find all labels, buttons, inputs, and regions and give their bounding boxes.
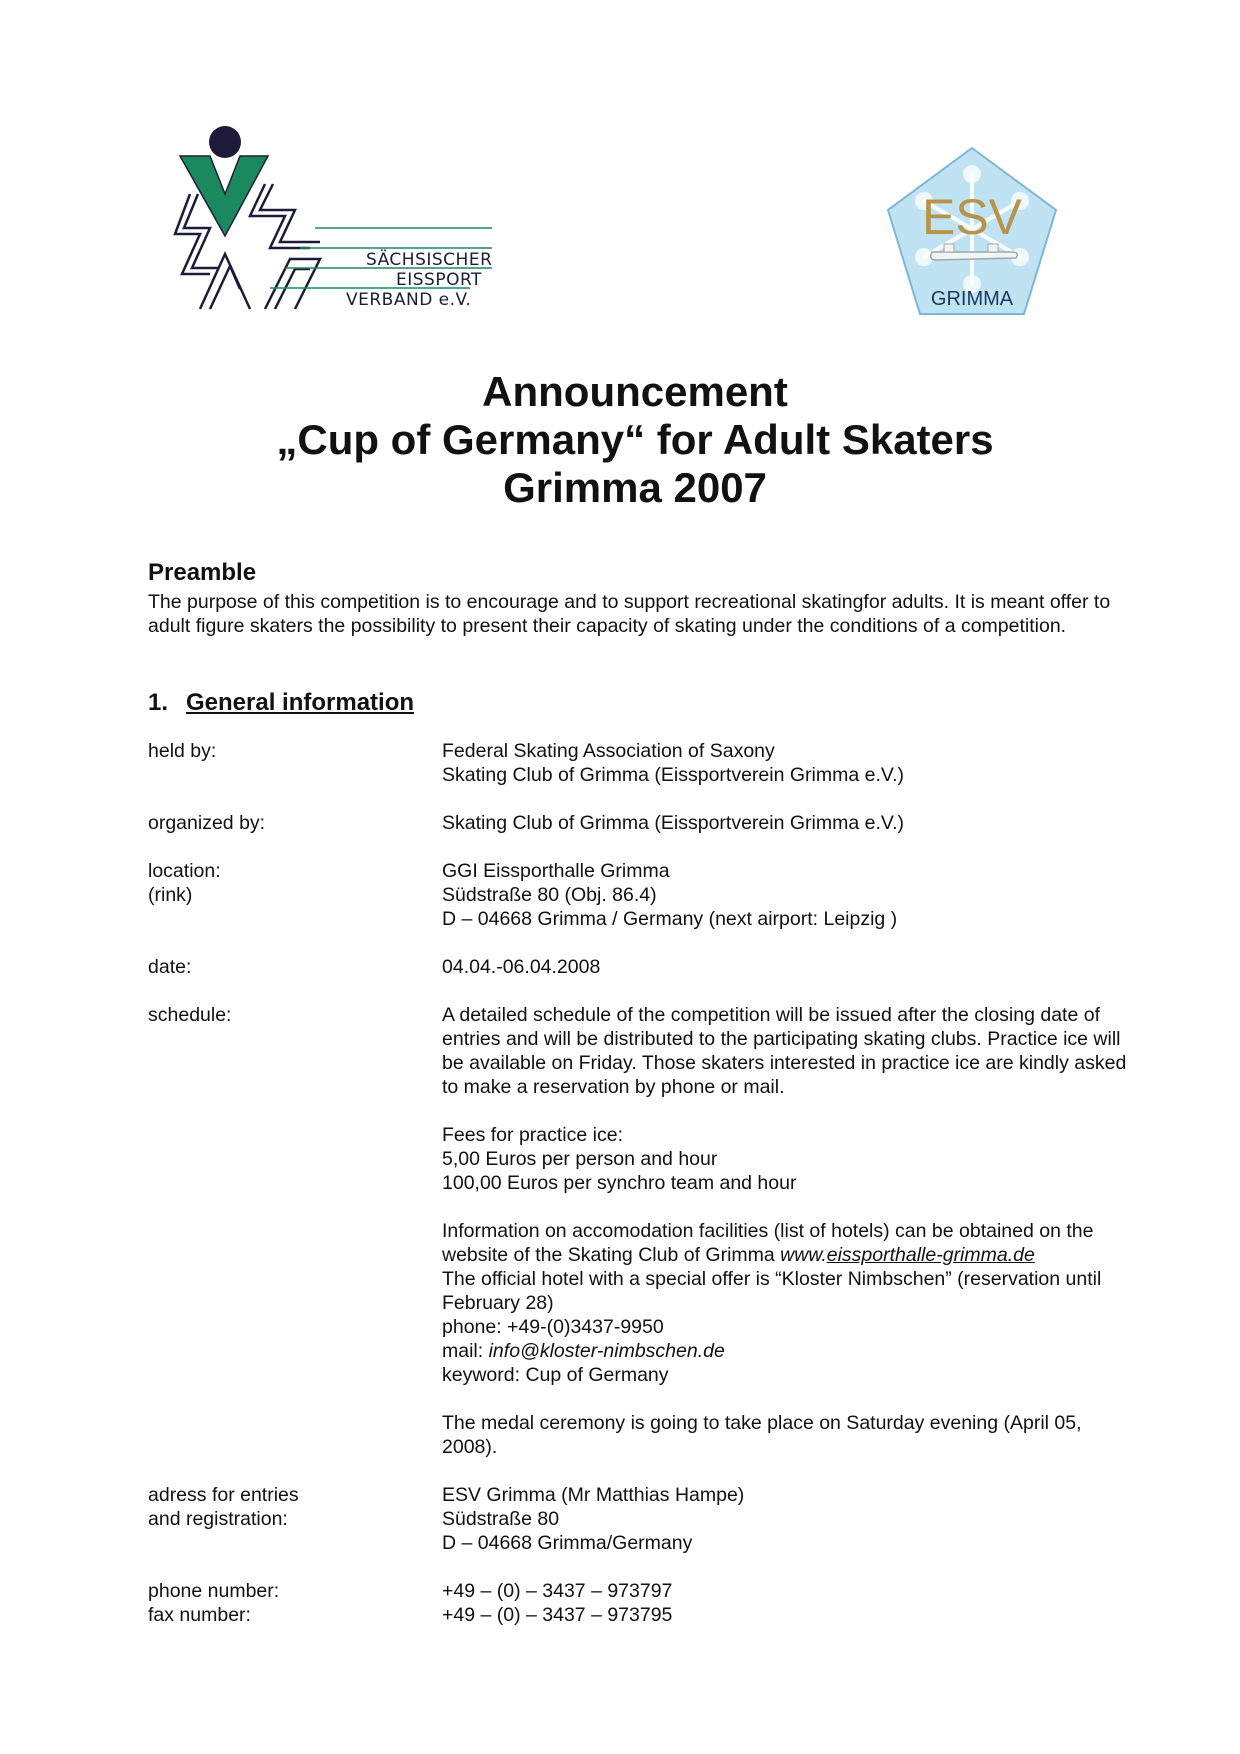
- accommodation-info: [442, 1219, 1128, 1387]
- practice-fees: [442, 1123, 1128, 1195]
- location-line-1: GGI Eissporthalle Grimma: [442, 860, 670, 882]
- held-by-line-1: Federal Skating Association of Saxony: [442, 740, 775, 762]
- title-line-3: Grimma 2007: [503, 464, 767, 511]
- club-website-link[interactable]: [780, 1244, 1035, 1266]
- fee-per-person: 5,00 Euros per person and hour: [442, 1148, 718, 1170]
- info-value: 04.04.-06.04.2008: [442, 956, 601, 978]
- info-row-organized-by: [148, 811, 1128, 835]
- info-row-address: [148, 1483, 1128, 1555]
- info-value: [442, 739, 1128, 787]
- website-domain: eissporthalle-grimma.de: [826, 1244, 1035, 1266]
- info-value: +49 – (0) – 3437 – 973795: [442, 1604, 673, 1626]
- info-label: phone number:: [148, 1580, 280, 1602]
- section-number: 1.: [148, 689, 169, 716]
- logo-grimma-text: GRIMMA: [930, 288, 1014, 310]
- logo-text-line-2: EISSPORT: [396, 270, 482, 290]
- general-information-list: [148, 739, 1128, 1627]
- info-row-fax: [148, 1603, 1128, 1627]
- info-label: organized by:: [148, 812, 266, 834]
- address-line-1: ESV Grimma (Mr Matthias Hampe): [442, 1484, 745, 1506]
- hotel-phone: phone: +49-(0)3437-9950: [442, 1316, 664, 1338]
- info-row-schedule: [148, 1003, 1128, 1459]
- address-label-line-2: and registration:: [148, 1508, 288, 1530]
- info-label: [148, 859, 442, 931]
- info-row-phone: [148, 1579, 1128, 1603]
- location-line-3: D – 04668 Grimma / Germany (next airport: Leipzig ): [442, 908, 898, 930]
- document-title: [0, 368, 1240, 512]
- info-label: date:: [148, 956, 192, 978]
- rink-label: (rink): [148, 884, 193, 906]
- info-label: fax number:: [148, 1604, 251, 1626]
- official-hotel-text: The official hotel with a special offer is “Kloster Nimbschen” (reservation until February 28): [442, 1268, 1102, 1314]
- preamble-heading: Preamble: [148, 559, 257, 586]
- info-value: [442, 1483, 1128, 1555]
- location-line-2: Südstraße 80 (Obj. 86.4): [442, 884, 657, 906]
- info-label: schedule:: [148, 1004, 232, 1026]
- preamble-section: [148, 558, 1128, 638]
- section-heading-general-information: [148, 688, 414, 718]
- logo-text-line-3: VERBAND e.V.: [346, 290, 472, 310]
- title-line-2: „Cup of Germany“ for Adult Skaters: [276, 416, 994, 463]
- fees-heading: Fees for practice ice:: [442, 1124, 623, 1146]
- info-row-date: [148, 955, 1128, 979]
- address-line-3: D – 04668 Grimma/Germany: [442, 1532, 693, 1554]
- info-row-held-by: [148, 739, 1128, 787]
- title-line-1: Announcement: [482, 368, 788, 415]
- held-by-line-2: Skating Club of Grimma (Eissportverein Grimma e.V.): [442, 764, 905, 786]
- location-label: location:: [148, 860, 221, 882]
- accommodation-text: [442, 1219, 1128, 1267]
- info-value: [442, 859, 1128, 931]
- info-value: [442, 811, 1128, 835]
- info-value: +49 – (0) – 3437 – 973797: [442, 1580, 673, 1602]
- preamble-text: The purpose of this competition is to encourage and to support recreational skatingfor adults. It is meant offer to adult figure skaters the possibility to present their capacity of skating under the conditions of a competition.: [148, 591, 1111, 637]
- website-prefix: www.: [780, 1244, 827, 1266]
- hotel-keyword: keyword: Cup of Germany: [442, 1364, 669, 1386]
- mail-label: mail:: [442, 1340, 489, 1362]
- organized-by-line-1: Skating Club of Grimma (Eissportverein Grimma e.V.): [442, 812, 905, 834]
- accommodation-sentence: Information on accomodation facilities (list of hotels) can be obtained on the website of the Skating Club of Grimma: [442, 1220, 1094, 1266]
- info-value: [442, 1003, 1128, 1459]
- address-label-line-1: adress for entries: [148, 1484, 299, 1506]
- schedule-paragraph: A detailed schedule of the competition will be issued after the closing date of entries and will be distributed to the participating skating clubs. Practice ice will be available on Friday. Those skaters interested in practice ice are kindly asked to make a reservation by phone or mail.: [442, 1004, 1127, 1098]
- info-label: held by:: [148, 740, 217, 762]
- medal-ceremony: The medal ceremony is going to take place on Saturday evening (April 05, 2008).: [442, 1412, 1082, 1458]
- fee-per-synchro-team: 100,00 Euros per synchro team and hour: [442, 1172, 797, 1194]
- saechsischer-eissport-verband-logo: [170, 124, 500, 324]
- address-line-2: Südstraße 80: [442, 1508, 560, 1530]
- logo-esv-text: ESV: [921, 189, 1023, 245]
- esv-grimma-logo: [882, 144, 1062, 320]
- info-label: [148, 1483, 442, 1555]
- logo-text-line-1: SÄCHSISCHER: [366, 250, 493, 270]
- hotel-email-link[interactable]: info@kloster-nimbschen.de: [488, 1340, 725, 1362]
- section-title: General information: [186, 689, 415, 716]
- info-row-location: [148, 859, 1128, 931]
- hotel-mail: [442, 1339, 1128, 1363]
